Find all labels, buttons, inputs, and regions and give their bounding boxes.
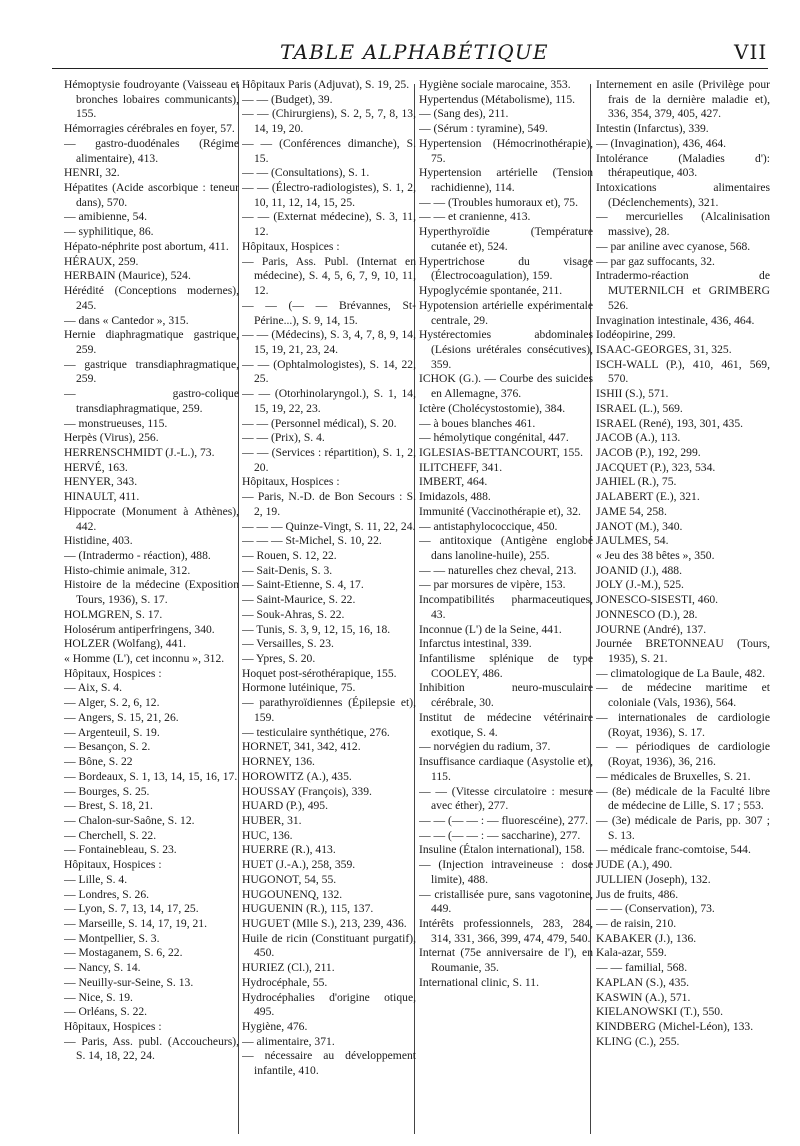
index-entry: KABAKER (J.), 136. xyxy=(596,931,697,945)
index-entry: — — (Otorhinolaryngol.), S. 1, 14, 15, 19, 22, 23. xyxy=(242,387,416,415)
index-entry: — — (Conservation), 73. xyxy=(596,902,715,916)
index-entry: JANOT (M.), 340. xyxy=(596,519,683,533)
index-entry: — gastrique transdiaphragmatique, 259. xyxy=(64,357,239,386)
index-entry: — Paris, N.-D. de Bon Secours : S. 2, 19. xyxy=(242,490,416,518)
index-entry: HUET (J.-A.), 258, 359. xyxy=(242,858,356,872)
running-title: TABLE ALPHABÉTIQUE xyxy=(280,40,549,64)
index-entry: JALABERT (E.), 321. xyxy=(596,490,700,504)
index-entry: — (Sérum : tyramine), 549. xyxy=(419,122,548,136)
index-entry: KAPLAN (S.), 435. xyxy=(596,975,690,989)
index-entry: — Bourges, S. 25. xyxy=(64,784,150,798)
index-entry: — — familial, 568. xyxy=(596,961,688,975)
index-entry: HURIEZ (Cl.), 211. xyxy=(242,961,335,975)
index-entry: — — (Externat médecine), S. 3, 11, 12. xyxy=(242,210,416,239)
index-entry: « Homme (L'), cet inconnu », 312. xyxy=(64,652,225,666)
index-entry: — — (Services : répartition), S. 1, 2, 20. xyxy=(242,445,416,474)
index-entry: — syphilitique, 86. xyxy=(64,225,154,239)
index-entry: Hydrocéphalies d'origine otique, 495. xyxy=(242,990,416,1019)
index-entry: JOLY (J.-M.), 525. xyxy=(596,578,684,592)
index-entry: Histo-chimie animale, 312. xyxy=(64,563,191,577)
index-entry: — gastro-colique transdiaphragmatique, 259. xyxy=(64,387,239,415)
index-entry: — nécessaire au développement infantile, 410. xyxy=(242,1049,416,1078)
index-entry: — Versailles, S. 23. xyxy=(242,637,334,651)
index-entry: ISCH-WALL (P.), 410, 461, 569, 570. xyxy=(596,357,770,386)
index-entry: — Saint-Etienne, S. 4, 17. xyxy=(242,578,364,592)
index-entry: — Fontainebleau, S. 23. xyxy=(64,843,177,857)
index-entry: — Montpellier, S. 3. xyxy=(64,931,160,945)
index-entry: Hôpitaux, Hospices : xyxy=(242,475,340,489)
index-entry: HUC, 136. xyxy=(242,828,293,842)
index-entry: — — (Vitesse circulatoire : mesure avec éther), 277. xyxy=(419,784,593,813)
page-number: VII xyxy=(734,40,768,64)
index-entry: — hémolytique congénital, 447. xyxy=(419,431,569,445)
index-entry: — Paris, Ass. publ. (Accoucheurs), S. 14, 18, 22, 24. xyxy=(64,1034,239,1063)
index-entry: JUDE (A.), 490. xyxy=(596,858,673,872)
index-entry: — Neuilly-sur-Seine, S. 13. xyxy=(64,975,194,989)
index-entry: — (Sang des), 211. xyxy=(419,107,509,121)
index-entry: Inhibition neuro-musculaire cérébrale, 30. xyxy=(419,681,593,710)
index-entry: — — (Troubles humoraux et), 75. xyxy=(419,195,578,209)
index-entry: HUGONOT, 54, 55. xyxy=(242,872,337,886)
index-entry: — Chalon-sur-Saône, S. 12. xyxy=(64,813,195,827)
index-entry: — climatologique de La Baule, 482. xyxy=(596,666,766,680)
index-columns xyxy=(64,78,770,1140)
index-entry: — Cherchell, S. 22. xyxy=(64,828,157,842)
index-entry: — norvégien du radium, 37. xyxy=(419,740,551,754)
index-entry: KLING (C.), 255. xyxy=(596,1034,680,1048)
index-entry: HUGUENIN (R.), 115, 137. xyxy=(242,902,374,916)
index-entry: Hépatites (Acide ascorbique : teneur dans), 570. xyxy=(64,181,239,209)
index-entry: — Mostaganem, S. 6, 22. xyxy=(64,946,183,960)
index-entry: — — (Médecins), S. 3, 4, 7, 8, 9, 14, 15, 19, 21, 23, 24. xyxy=(242,328,416,356)
index-entry: — (Intradermo - réaction), 488. xyxy=(64,549,211,562)
index-entry: — (8e) médicale de la Faculté libre de médecine de Lille, S. 17 ; 553. xyxy=(596,784,770,813)
index-entry: — gastro-duodénales (Régime alimentaire), 413. xyxy=(64,136,239,165)
index-entry: HERBAIN (Maurice), 524. xyxy=(64,269,191,283)
index-entry: — — (— — Brévannes, St-Périne...), S. 9, 14, 15. xyxy=(242,298,416,327)
index-entry: — — (— — : — fluorescéine), 277. xyxy=(419,813,589,827)
index-entry: — Argenteuil, S. 19. xyxy=(64,725,160,739)
index-entry: — (Injection intraveineuse : dose limite), 488. xyxy=(419,858,593,886)
index-entry: — mercurielles (Alcalinisation massive), 28. xyxy=(596,210,770,239)
index-entry: HERRENSCHMIDT (J.-L.), 73. xyxy=(64,445,215,459)
index-entry: Insuffisance cardiaque (Asystolie et), 115. xyxy=(419,755,593,783)
index-entry: HUERRE (R.), 413. xyxy=(242,843,336,857)
index-entry: — par morsures de vipère, 153. xyxy=(419,578,566,592)
index-entry: Huile de ricin (Constituant purgatif), 450. xyxy=(242,931,416,960)
index-entry: Imidazols, 488. xyxy=(419,490,491,504)
index-entry: JONNESCO (D.), 28. xyxy=(596,607,698,621)
index-entry: — Brest, S. 18, 21. xyxy=(64,799,153,813)
index-column-3 xyxy=(419,78,593,1140)
index-entry: — médicales de Bruxelles, S. 21. xyxy=(596,769,751,783)
index-entry: JULLIEN (Joseph), 132. xyxy=(596,872,711,886)
index-entry: Hernie diaphragmatique gastrique, 259. xyxy=(64,328,239,356)
index-entry: — Ypres, S. 20. xyxy=(242,652,316,666)
index-entry: — de raisin, 210. xyxy=(596,916,677,930)
index-entry: IGLESIAS-BETTANCOURT, 155. xyxy=(419,445,584,459)
index-entry: « Jeu des 38 bêtes », 350. xyxy=(596,549,715,562)
index-column-4 xyxy=(596,78,770,1140)
index-entry: — (3e) médicale de Paris, pp. 307 ; S. 13. xyxy=(596,813,770,842)
index-entry: Hygiène, 476. xyxy=(242,1020,308,1033)
index-entry: HENYER, 343. xyxy=(64,475,138,489)
index-entry: — Sait-Denis, S. 3. xyxy=(242,563,333,577)
index-entry: — Nancy, S. 14. xyxy=(64,961,141,975)
index-entry: — — — Quinze-Vingt, S. 11, 22, 24. xyxy=(242,519,416,533)
index-entry: HOUSSAY (François), 339. xyxy=(242,784,372,798)
index-entry: JOANID (J.), 488. xyxy=(596,563,682,577)
index-entry: — par gaz suffocants, 32. xyxy=(596,254,715,268)
index-entry: Hypoglycémie spontanée, 211. xyxy=(419,284,563,298)
index-entry: — Lyon, S. 7, 13, 14, 17, 25. xyxy=(64,902,199,916)
index-entry: Jus de fruits, 486. xyxy=(596,887,679,901)
index-entry: — — (Électro-radiologistes), S. 1, 2, 10, 11, 12, 14, 15, 25. xyxy=(242,181,416,209)
index-entry: Kala-azar, 559. xyxy=(596,946,667,960)
index-entry: — par aniline avec cyanose, 568. xyxy=(596,239,751,253)
index-entry: HERVÉ, 163. xyxy=(64,460,128,474)
index-entry: Hôpitaux, Hospices : xyxy=(64,666,162,680)
index-entry: JAHIEL (R.), 75. xyxy=(596,475,677,489)
index-entry: — cristallisée pure, sans vagotonine, 449. xyxy=(419,887,593,916)
index-entry: — Besançon, S. 2. xyxy=(64,740,151,754)
index-entry: Infantilisme splénique de type COOLEY, 486. xyxy=(419,652,593,680)
index-entry: — Marseille, S. 14, 17, 19, 21. xyxy=(64,916,207,930)
index-entry: — alimentaire, 371. xyxy=(242,1034,335,1048)
index-entry: HÉRAUX, 259. xyxy=(64,254,139,268)
index-entry: Hôpitaux, Hospices : xyxy=(64,858,162,872)
index-entry: Intérêts professionnels, 283, 284, 314, 331, 366, 399, 474, 479, 540. xyxy=(419,916,593,945)
index-entry: Hémorragies cérébrales en foyer, 57. xyxy=(64,122,235,136)
index-entry: — Nice, S. 19. xyxy=(64,990,133,1004)
index-entry: JONESCO-SISESTI, 460. xyxy=(596,593,719,607)
index-entry: Hystérectomies abdominales (Lésions urétérales consécutives), 359. xyxy=(419,328,593,371)
index-entry: — à boues blanches 461. xyxy=(419,416,536,430)
index-entry: HORNEY, 136. xyxy=(242,755,315,769)
index-entry: Intolérance (Maladies d'): thérapeutique, 403. xyxy=(596,151,770,180)
index-entry: — Aix, S. 4. xyxy=(64,681,122,695)
index-entry: Holosérum antiperfringens, 340. xyxy=(64,622,215,636)
index-entry: JACOB (A.), 113. xyxy=(596,431,681,445)
index-entry: ISHII (S.), 571. xyxy=(596,387,669,401)
index-entry: — — naturelles chez cheval, 213. xyxy=(419,563,577,577)
index-entry: Immunité (Vaccinothérapie et), 32. xyxy=(419,504,581,518)
index-entry: HUARD (P.), 495. xyxy=(242,799,328,813)
index-entry: — — (Ophtalmologistes), S. 14, 22, 25. xyxy=(242,357,416,386)
index-column-2 xyxy=(242,78,416,1140)
index-entry: — Saint-Maurice, S. 22. xyxy=(242,593,356,607)
index-entry: Insuline (Étalon international), 158. xyxy=(419,843,585,857)
index-entry: — — périodiques de cardiologie (Royat, 1936), 36, 216. xyxy=(596,740,770,769)
index-entry: Hépato-néphrite post abortum, 411. xyxy=(64,239,229,253)
index-entry: — dans « Cantedor », 315. xyxy=(64,313,189,327)
index-entry: IMBERT, 464. xyxy=(419,475,488,489)
index-entry: — — (Budget), 39. xyxy=(242,92,333,106)
index-entry: Hoquet post-sérothérapique, 155. xyxy=(242,666,397,680)
index-entry: — Rouen, S. 12, 22. xyxy=(242,549,337,562)
index-entry: ICHOK (G.). — Courbe des suicides en Allemagne, 376. xyxy=(419,372,593,401)
index-entry: Hypertrichose du visage (Électrocoagulation), 159. xyxy=(419,254,593,283)
index-entry: Hypotension artérielle expérimentale centrale, 29. xyxy=(419,298,593,327)
index-entry: HUBER, 31. xyxy=(242,813,302,827)
index-entry: — — (Consultations), S. 1. xyxy=(242,166,370,180)
index-entry: HENRI, 32. xyxy=(64,166,120,180)
index-entry: — Orléans, S. 22. xyxy=(64,1005,148,1019)
index-entry: Hypertendus (Métabolisme), 115. xyxy=(419,92,576,106)
index-entry: Institut de médecine vétérinaire exotique, S. 4. xyxy=(419,710,593,739)
index-entry: Hygiène sociale marocaine, 353. xyxy=(419,78,571,91)
index-entry: Hypertension (Hémocrinothérapie), 75. xyxy=(419,136,593,165)
index-entry: KIELANOWSKI (T.), 550. xyxy=(596,1005,723,1019)
index-entry: JAULMES, 54. xyxy=(596,534,669,548)
header-rule xyxy=(52,68,768,69)
index-entry: HUGUET (Mlle S.), 213, 239, 436. xyxy=(242,916,407,930)
index-entry: Hérédité (Conceptions modernes), 245. xyxy=(64,284,239,312)
index-entry: Herpès (Virus), 256. xyxy=(64,431,159,445)
index-entry: — Souk-Ahras, S. 22. xyxy=(242,607,345,621)
index-entry: HINAULT, 411. xyxy=(64,490,140,504)
index-entry: — parathyroïdiennes (Épilepsie et), 159. xyxy=(242,696,416,724)
index-entry: — — (Chirurgiens), S. 2, 5, 7, 8, 13, 14, 19, 20. xyxy=(242,107,416,136)
index-entry: — Lille, S. 4. xyxy=(64,872,128,886)
index-entry: — de médecine maritime et coloniale (Vals, 1936), 564. xyxy=(596,681,770,710)
index-entry: Hôpitaux Paris (Adjuvat), S. 19, 25. xyxy=(242,78,410,91)
index-entry: JOURNE (André), 137. xyxy=(596,622,707,636)
index-entry: — Angers, S. 15, 21, 26. xyxy=(64,710,179,724)
index-entry: — monstrueuses, 115. xyxy=(64,416,168,430)
index-entry: Histoire de la médecine (Exposition Tours, 1936), S. 17. xyxy=(64,578,239,607)
index-entry: Inconnue (L') de la Seine, 441. xyxy=(419,622,562,636)
index-entry: — Tunis, S. 3, 9, 12, 15, 16, 18. xyxy=(242,622,391,636)
index-entry: — — (Prix), S. 4. xyxy=(242,431,325,445)
index-entry: Intestin (Infarctus), 339. xyxy=(596,122,709,136)
index-entry: — — (Conférences dimanche), S. 15. xyxy=(242,136,416,165)
index-entry: HOROWITZ (A.), 435. xyxy=(242,769,352,783)
index-entry: Invagination intestinale, 436, 464. xyxy=(596,313,755,327)
index-entry: — — et cranienne, 413. xyxy=(419,210,531,224)
index-entry: HOLMGREN, S. 17. xyxy=(64,607,163,621)
index-entry: Infarctus intestinal, 339. xyxy=(419,637,532,651)
index-entry: Ictère (Cholécystostomie), 384. xyxy=(419,401,566,415)
index-entry: ISRAEL (René), 193, 301, 435. xyxy=(596,416,744,430)
index-entry: Intradermo-réaction de MUTERNILCH et GRIMBERG 526. xyxy=(596,269,770,312)
index-entry: Hydrocéphale, 55. xyxy=(242,975,328,989)
index-entry: — — (Personnel médical), S. 20. xyxy=(242,416,397,430)
index-entry: — antitoxique (Antigène englobé dans lanoline-huile), 255. xyxy=(419,534,593,562)
index-entry: — (Invagination), 436, 464. xyxy=(596,136,727,150)
index-entry: Intoxications alimentaires (Déclenchements), 321. xyxy=(596,181,770,209)
index-entry: KINDBERG (Michel-Léon), 133. xyxy=(596,1020,754,1033)
index-entry: Iodéopirine, 299. xyxy=(596,328,676,342)
index-entry: KASWIN (A.), 571. xyxy=(596,990,691,1004)
index-entry: Journée BRETONNEAU (Tours, 1935), S. 21. xyxy=(596,637,770,666)
index-entry: Internat (75e anniversaire de l'), en Roumanie, 35. xyxy=(419,946,593,975)
index-entry: Histidine, 403. xyxy=(64,534,133,548)
index-entry: Hôpitaux, Hospices : xyxy=(64,1020,162,1033)
index-entry: — — (— — : — saccharine), 277. xyxy=(419,828,581,842)
index-entry: Hypertension artérielle (Tension rachidienne), 114. xyxy=(419,166,593,195)
index-entry: Hémoptysie foudroyante (Vaisseau et bronches lobaires communicants), 155. xyxy=(64,78,239,121)
index-entry: Internement en asile (Privilège pour frais de la dernière maladie et), 336, 354, 379, 405, 427. xyxy=(596,78,770,121)
index-entry: HOLZER (Wolfang), 441. xyxy=(64,637,187,651)
index-column-1 xyxy=(64,78,239,1140)
index-entry: — — — St-Michel, S. 10, 22. xyxy=(242,534,382,548)
index-entry: Hippocrate (Monument à Athènes), 442. xyxy=(64,504,239,533)
index-entry: — Bordeaux, S. 1, 13, 14, 15, 16, 17. xyxy=(64,769,238,783)
index-entry: — Londres, S. 26. xyxy=(64,887,150,901)
index-entry: HORNET, 341, 342, 412. xyxy=(242,740,361,754)
index-entry: Hyperthyroïdie (Température cutanée et), 524. xyxy=(419,225,593,253)
index-entry: — testiculaire synthétique, 276. xyxy=(242,725,390,739)
index-entry: HUGOUNENQ, 132. xyxy=(242,887,343,901)
index-entry: ISRAEL (L.), 569. xyxy=(596,401,683,415)
index-entry: JAME 54, 258. xyxy=(596,504,667,518)
index-entry: — Bône, S. 22 xyxy=(64,755,133,769)
index-entry: — médicale franc-comtoise, 544. xyxy=(596,843,751,857)
index-entry: JACQUET (P.), 323, 534. xyxy=(596,460,716,474)
index-entry: ISAAC-GEORGES, 31, 325. xyxy=(596,342,732,356)
index-entry: — Alger, S. 2, 6, 12. xyxy=(64,696,160,710)
index-entry: Incompatibilités pharmaceutiques, 43. xyxy=(419,593,593,621)
index-entry: Hôpitaux, Hospices : xyxy=(242,239,340,253)
index-entry: ILITCHEFF, 341. xyxy=(419,460,503,474)
index-entry: — Paris, Ass. Publ. (Internat en médecine), S. 4, 5, 6, 7, 9, 10, 11, 12. xyxy=(242,254,416,298)
index-entry: — amibienne, 54. xyxy=(64,210,148,224)
index-entry: JACOB (P.), 192, 299. xyxy=(596,445,701,459)
index-entry: Hormone lutéinique, 75. xyxy=(242,681,356,695)
index-entry: International clinic, S. 11. xyxy=(419,975,539,989)
index-entry: — internationales de cardiologie (Royat, 1936), S. 17. xyxy=(596,710,770,739)
index-entry: — antistaphylococcique, 450. xyxy=(419,519,558,533)
